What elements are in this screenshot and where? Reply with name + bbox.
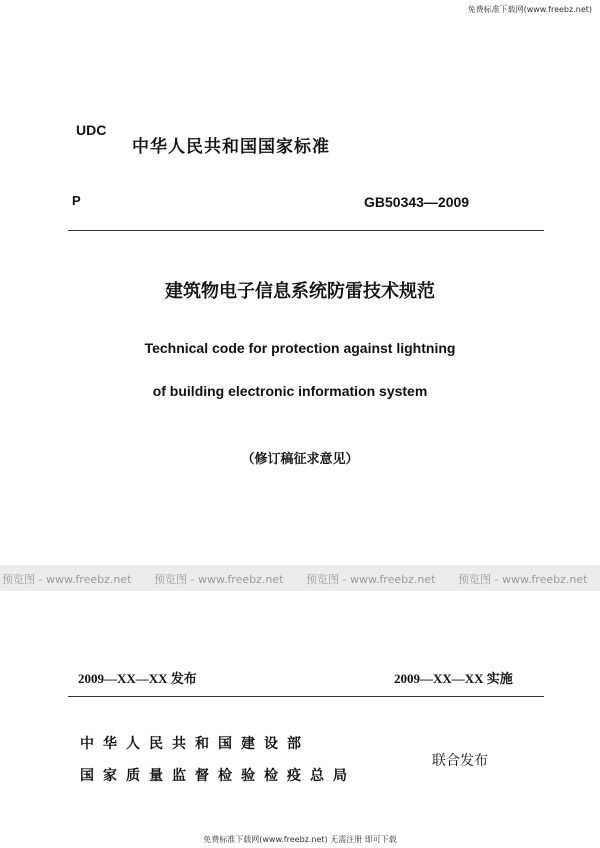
watermark-text: 预览图 - www.freebz.net bbox=[2, 573, 132, 586]
issuer-aqsiq: 国家质量监督检验检疫总局 bbox=[80, 768, 356, 784]
classification-code: P bbox=[72, 193, 81, 208]
issuer-ministry: 中华人民共和国建设部 bbox=[80, 736, 310, 752]
implementation-date: 2009—XX—XX 实施 bbox=[394, 671, 513, 686]
top-divider bbox=[68, 230, 544, 231]
watermark-text: 预览图 - www.freebz.net bbox=[306, 573, 436, 586]
document-title-english-line2: of building electronic information system bbox=[152, 383, 428, 399]
footer-source-note: 免费标准下载网(www.freebz.net) 无需注册 即可下载 bbox=[203, 835, 397, 844]
document-title-chinese: 建筑物电子信息系统防雷技术规范 bbox=[165, 281, 435, 302]
watermark-band bbox=[0, 565, 600, 591]
udc-label: UDC bbox=[76, 122, 107, 138]
joint-issue-label: 联合发布 bbox=[432, 753, 488, 769]
standard-number: GB50343—2009 bbox=[364, 194, 470, 210]
standard-category: 中华人民共和国国家标准 bbox=[132, 137, 330, 157]
draft-note: （修订稿征求意见） bbox=[241, 452, 359, 467]
publish-date: 2009—XX—XX 发布 bbox=[78, 671, 197, 686]
watermark-text: 预览图 - www.freebz.net bbox=[154, 573, 284, 586]
document-title-english-line1: Technical code for protection against lightning bbox=[144, 340, 456, 356]
watermark-text: 预览图 - www.freebz.net bbox=[458, 573, 588, 586]
header-source-note: 免费标准下载网(www.freebz.net) bbox=[467, 5, 592, 14]
bottom-divider bbox=[68, 696, 544, 697]
